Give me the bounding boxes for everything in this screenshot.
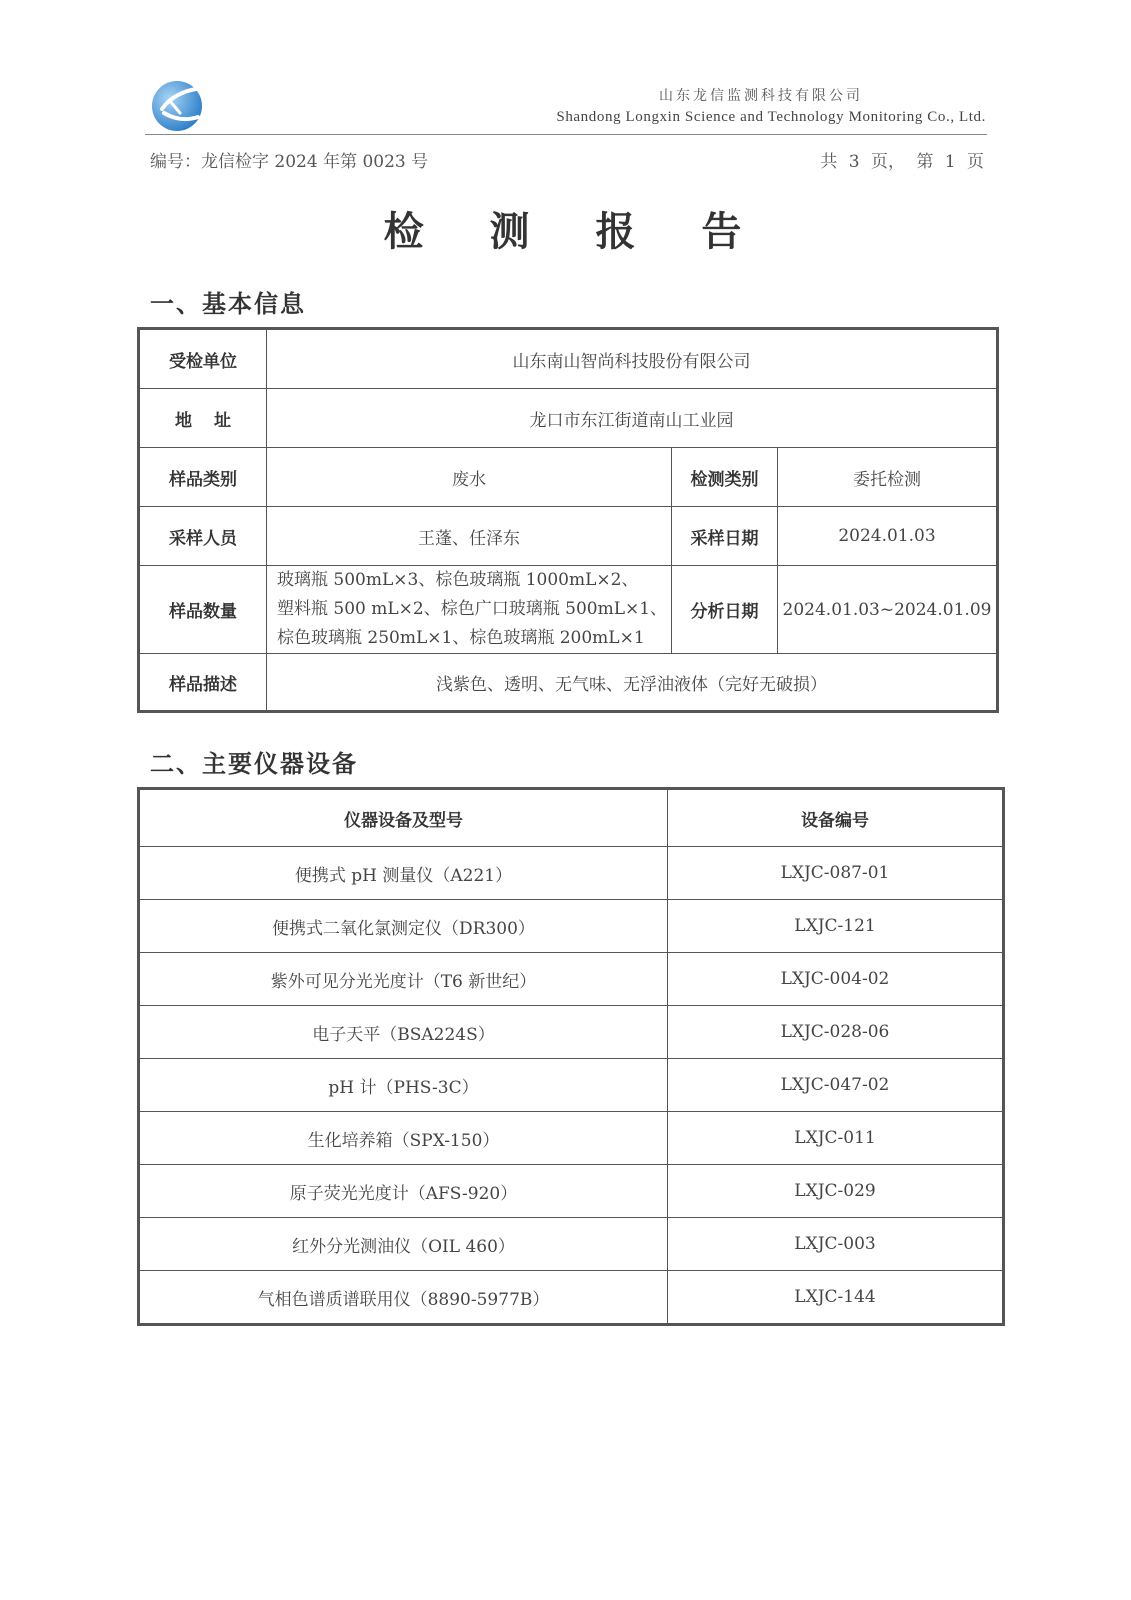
table-row [139, 1165, 1004, 1218]
company-logo-icon [150, 79, 204, 133]
equipment-name: 原子荧光光度计（AFS-920） [139, 1165, 668, 1218]
equipment-name: 红外分光测油仪（OIL 460） [139, 1218, 668, 1271]
company-name-en: Shandong Longxin Science and Technology Monitoring Co., Ltd. [556, 109, 986, 125]
equipment-name: 紫外可见分光光度计（T6 新世纪） [139, 953, 668, 1006]
equipment-name: 便携式 pH 测量仪（A221） [139, 847, 668, 900]
equipment-id: LXJC-087-01 [668, 847, 1004, 900]
section-equipment-title: 二、主要仪器设备 [150, 749, 358, 778]
quantity-line: 塑料瓶 500 mL×2、棕色广口玻璃瓶 500mL×1、 [277, 599, 668, 619]
test-type-label: 检测类别 [672, 448, 778, 507]
equipment-id: LXJC-029 [668, 1165, 1004, 1218]
basic-info-table [137, 327, 999, 713]
equipment-id: LXJC-121 [668, 900, 1004, 953]
sample-type-label: 样品类别 [139, 448, 267, 507]
header-divider [145, 134, 987, 135]
quantity-line: 玻璃瓶 500mL×3、棕色玻璃瓶 1000mL×2、 [277, 570, 639, 590]
table-row [139, 448, 998, 507]
equipment-name: 电子天平（BSA224S） [139, 1006, 668, 1059]
equipment-name-header: 仪器设备及型号 [139, 789, 668, 847]
table-row [139, 1059, 1004, 1112]
equipment-id-header: 设备编号 [668, 789, 1004, 847]
sampling-date-value: 2024.01.03 [778, 507, 998, 566]
table-row [139, 1271, 1004, 1325]
analysis-date-label: 分析日期 [672, 566, 778, 654]
table-row [139, 389, 998, 448]
client-value: 山东南山智尚科技股份有限公司 [267, 329, 998, 389]
description-value: 浅紫色、透明、无气味、无浮油液体（完好无破损） [267, 654, 998, 712]
section-basic-info-title: 一、基本信息 [150, 289, 306, 318]
page-title: 检 测 报 告 [383, 208, 768, 255]
table-row [139, 1218, 1004, 1271]
table-row [139, 1112, 1004, 1165]
test-type-value: 委托检测 [778, 448, 998, 507]
table-header-row [139, 789, 1004, 847]
equipment-name: 气相色谱质谱联用仪（8890-5977B） [139, 1271, 668, 1325]
report-number: 编号：龙信检字 2024 年第 0023 号 [150, 152, 429, 172]
company-name-cn: 山东龙信监测科技有限公司 [659, 88, 863, 104]
equipment-id: LXJC-047-02 [668, 1059, 1004, 1112]
sampler-label: 采样人员 [139, 507, 267, 566]
quantity-line: 棕色玻璃瓶 250mL×1、棕色玻璃瓶 200mL×1 [277, 628, 645, 648]
address-label: 地址 [139, 389, 267, 448]
equipment-id: LXJC-144 [668, 1271, 1004, 1325]
equipment-name: pH 计（PHS-3C） [139, 1059, 668, 1112]
equipment-table [137, 787, 1005, 1326]
table-row [139, 953, 1004, 1006]
address-value: 龙口市东江街道南山工业园 [267, 389, 998, 448]
page-info: 共 3 页， 第 1 页 [820, 152, 984, 172]
equipment-id: LXJC-011 [668, 1112, 1004, 1165]
equipment-id: LXJC-003 [668, 1218, 1004, 1271]
description-label: 样品描述 [139, 654, 267, 712]
sampling-date-label: 采样日期 [672, 507, 778, 566]
table-row [139, 1006, 1004, 1059]
quantity-label: 样品数量 [139, 566, 267, 654]
table-row [139, 566, 998, 654]
analysis-date-value: 2024.01.03~2024.01.09 [778, 566, 998, 654]
equipment-name: 生化培养箱（SPX-150） [139, 1112, 668, 1165]
table-row [139, 847, 1004, 900]
client-label: 受检单位 [139, 329, 267, 389]
table-row [139, 900, 1004, 953]
table-row [139, 654, 998, 712]
equipment-name: 便携式二氧化氯测定仪（DR300） [139, 900, 668, 953]
table-row [139, 507, 998, 566]
equipment-id: LXJC-004-02 [668, 953, 1004, 1006]
quantity-value [267, 566, 672, 654]
sampler-value: 王蓬、任泽东 [267, 507, 672, 566]
sample-type-value: 废水 [267, 448, 672, 507]
table-row [139, 329, 998, 389]
equipment-id: LXJC-028-06 [668, 1006, 1004, 1059]
